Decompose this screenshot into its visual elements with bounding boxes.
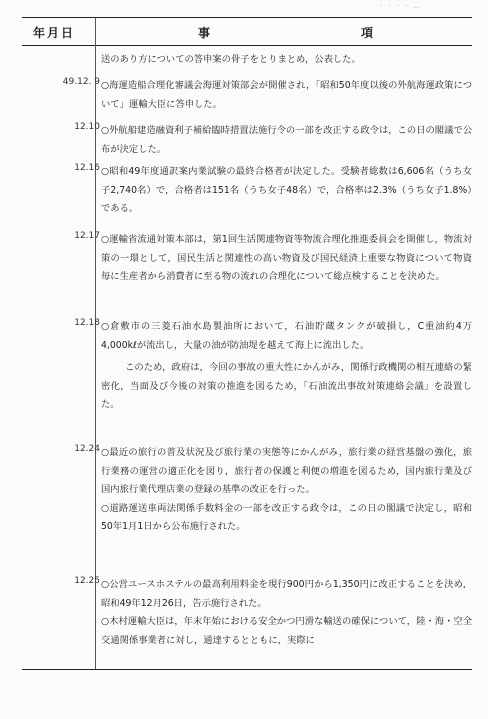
entry-text [101,122,472,159]
entry-paragraph: ○運輸省流通対策本部は，第1回生活関連物資等物流合理化推進委員会を開催し，物流対策の一環として，国民生活と関連性の高い物資及び国民経済上重要な物資について物資毎に生産者から消費者に至る物の流れの合理化について総点検することを決めた。 [101,234,472,283]
entry-date: 12.16 [74,163,100,173]
entry-paragraph: 送のあり方についての答申案の骨子をとりまとめ，公表した。 [101,54,361,65]
table-bottom-rule [22,669,472,670]
table-top-rule [22,17,472,18]
table-header-rule [22,45,472,46]
header-event-left: 事 [198,26,213,40]
entry-text [101,444,472,537]
entry-text [101,51,472,70]
entry-text [101,318,472,415]
entry-paragraph: ○倉敷市の三菱石油水島製油所において，石油貯蔵タンクが破損し，C重油約4万4,000kℓが流出し，大量の油が防油堤を越えて海上に流出した。 [101,321,472,351]
entry-paragraph: ○木村運輸大臣は，年末年始における安全かつ円滑な輸送の確保について，陸・海・空全交通関係事業者に対し，通達するとともに，実際に [101,616,472,646]
entry-text [101,231,472,287]
entry-date: 49.12. 9 [62,77,100,87]
entry-paragraph: ○公営ユースホステルの最高利用料金を現行900円から1,350円に改正することを決め，昭和49年12月26日，告示施行された。 [101,579,472,609]
header-event-right: 項 [361,26,376,40]
entry-text [101,163,472,219]
entry-date: 12.17 [74,231,100,241]
entry-text [101,77,472,114]
entry-date: 12.10 [74,122,100,132]
entry-date: 12.25 [74,576,100,586]
entry-paragraph: ○外航船建造融資利子補給臨時措置法施行令の一部を改正する政令は，この日の閣議で公布が決定した。 [101,125,472,155]
entry-date: 12.24 [74,444,100,454]
entry-text [101,576,472,650]
entry-date: 12.18 [74,318,100,328]
column-divider [95,17,96,669]
header-date: 年月日 [33,26,76,40]
entry-paragraph: このため，政府は，今回の事故の重大性にかんがみ，関係行政機関の相互連絡の緊密化，当面及び今後の対策の推進を図るため，「石油流出事故対策連絡会議」を設置した。 [101,362,472,411]
page-corner-mark: · · · · ‥ [380,2,421,10]
entry-paragraph: ○昭和49年度通訳案内業試験の最終合格者が決定した。受験者総数は6,606名（うち女子2,740名）で，合格者は151名（うち女子48名）で，合格率は2.3%（うち女子1.8%）である。 [101,166,472,215]
entry-paragraph: ○道路運送車両法関係手数料金の一部を改正する政令は，この日の閣議で決定し，昭和50年1月1日から公布施行された。 [101,502,472,533]
entry-paragraph: ○最近の旅行の普及状況及び旅行業の実態等にかんがみ，旅行業の経営基盤の強化，旅行業務の運営の適正化を図り，旅行者の保護と利便の増進を図るため，国内旅行業及び国内旅行業代理店業の登録の基準の改正を行った。 [101,447,472,496]
entry-paragraph: ○海運造船合理化審議会海運対策部会が開催され，「昭和50年度以後の外航海運政策について」運輸大臣に答申した。 [101,80,472,110]
